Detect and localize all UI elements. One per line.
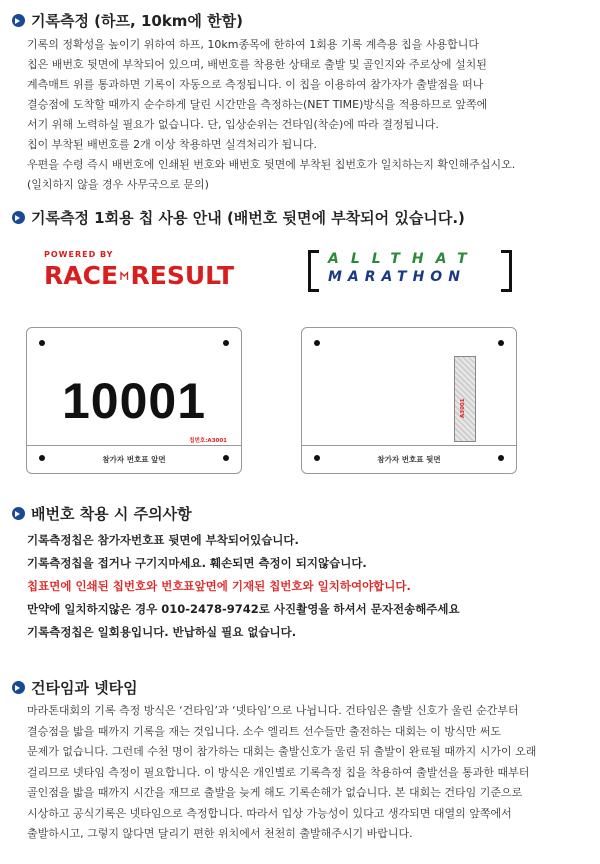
section4-title: 건타임과 넷타임 [31,679,138,697]
bib-divider [302,445,516,446]
section-title-record-measure [12,10,243,31]
section1-body [27,35,515,195]
bib-chip-label: 칩번호:A3001 [189,438,227,444]
caution-line: 기록측정칩은 참가자번호표 뒷면에 부착되어있습니다. [27,533,299,547]
allthat-text: ALLTHAT [328,251,479,267]
bib-back [301,327,517,474]
section1-title: 기록측정 (하프, 10km에 한함) [31,12,243,30]
bib-hole [223,340,229,346]
timing-chip-code: A3001 [460,398,466,418]
bullet-arrow-icon [12,14,25,27]
section3-title: 배번호 착용 시 주의사항 [31,505,192,523]
section4-line: 마라톤대회의 기록 측정 방식은 ‘건타임’과 ‘넷타임’으로 나뉩니다. 건타임은 출발 신호가 울린 순간부터 [27,704,519,717]
section1-line: 계측매트 위를 통과하면 기록이 자동으로 측정됩니다. 이 칩을 이용하여 참가자가 출발점을 떠나 [27,78,484,91]
bib-hole [498,340,504,346]
bib-number: 10001 [61,373,207,429]
marathon-text: MARATHON [328,269,466,285]
race-result-word-result: RESULT [130,261,234,290]
section4-line: 출발하시고, 그렇지 않다면 달리기 편한 위치에서 천천히 출발해주시기 바랍니다. [27,827,413,840]
bib-hole [39,340,45,346]
caution-line-highlight: 칩표면에 인쇄된 칩번호와 번호표앞면에 기재된 칩번호와 일치하여야합니다. [27,579,411,593]
bib-divider [27,445,241,446]
section4-line: 골인점을 밟을 때까지 시간을 재므로 출발을 늦게 해도 기록손해가 없습니다. 본 대회는 건타임 기준으로 [27,786,523,799]
section4-line: 시상하고 공식기록은 넷타임으로 측정합니다. 따라서 입상 가능성이 있다고 생각되면 대열의 앞쪽에서 [27,806,512,820]
bullet-arrow-icon [12,211,25,224]
section2-title: 기록측정 1회용 칩 사용 안내 (배번호 뒷면에 부착되어 있습니다.) [31,209,465,227]
section1-line: 칩이 부착된 배번호를 2개 이상 착용하면 실격처리가 됩니다. [27,138,317,151]
section1-line: 칩은 배번호 뒷면에 부착되어 있으며, 배번호를 착용한 상태로 출발 및 골인지와 주로상에 설치된 [27,58,487,71]
section4-line: 문제가 없습니다. 그런데 수천 명이 참가하는 대회는 출발신호가 울린 뒤 출발이 완료될 때까지 시가이 오래 [27,745,537,758]
section1-line: 기록의 정확성을 높이기 위하여 하프, 10km종목에 한하여 1회용 기록 계측용 칩을 사용합니다 [27,38,479,51]
section1-line: 서기 위해 노력하실 필요가 없습니다. 단, 입상순위는 건타임(착순)에 따라 결정됩니다. [27,118,439,131]
bib-front [26,327,242,474]
race-result-powered-by: POWERED BY [44,250,114,259]
bib-hole [314,340,320,346]
bullet-arrow-icon [12,681,25,694]
section1-line: 우편을 수령 즉시 배번호에 인쇄된 번호와 배번호 뒷면에 부착된 칩번호가 일치하는지 확인해주십시오. [27,158,516,171]
caution-line: 만약에 일치하지않은 경우 010-2478-9742로 사진촬영을 하셔서 문자전송해주세요 [27,602,460,616]
race-result-logo [44,250,234,294]
race-result-word-race: RACE [44,261,119,290]
logo-bracket-right [501,250,512,292]
section1-line: 결승점에 도착할 때까지 순수하게 달린 시간만을 측정하는(NET TIME)방식을 적용하므로 앞쪽에 [27,98,488,111]
race-result-mark-icon [120,262,128,290]
section-title-chip-guide [12,207,465,228]
section-title-gun-net-time [12,677,138,698]
section1-line: (일치하지 않을 경우 사무국으로 문의) [27,178,209,191]
logo-bracket-left [308,250,319,292]
section4-body [27,701,536,845]
section4-line: 결승점을 밟을 때까지 기록을 재는 것입니다. 소수 엘리트 선수들만 출전하는 대회는 이 방식만 써도 [27,724,501,738]
section4-line: 걸리므로 넷타임 측정이 필요합니다. 이 방식은 개인별로 기록측정 칩을 착용하여 출발선을 통과한 때부터 [27,765,530,779]
bullet-arrow-icon [12,507,25,520]
caution-line: 기록측정칩을 접거나 구기지마세요. 훼손되면 측정이 되지않습니다. [27,556,367,570]
bib-back-caption: 참가자 번호표 뒷면 [377,455,441,464]
section3-body [27,529,460,644]
section-title-bib-caution [12,503,192,524]
allthat-marathon-logo [308,250,512,290]
bib-front-caption: 참가자 번호표 앞면 [102,455,166,464]
caution-line: 기록측정칩은 일회용입니다. 반납하실 필요 없습니다. [27,625,297,639]
